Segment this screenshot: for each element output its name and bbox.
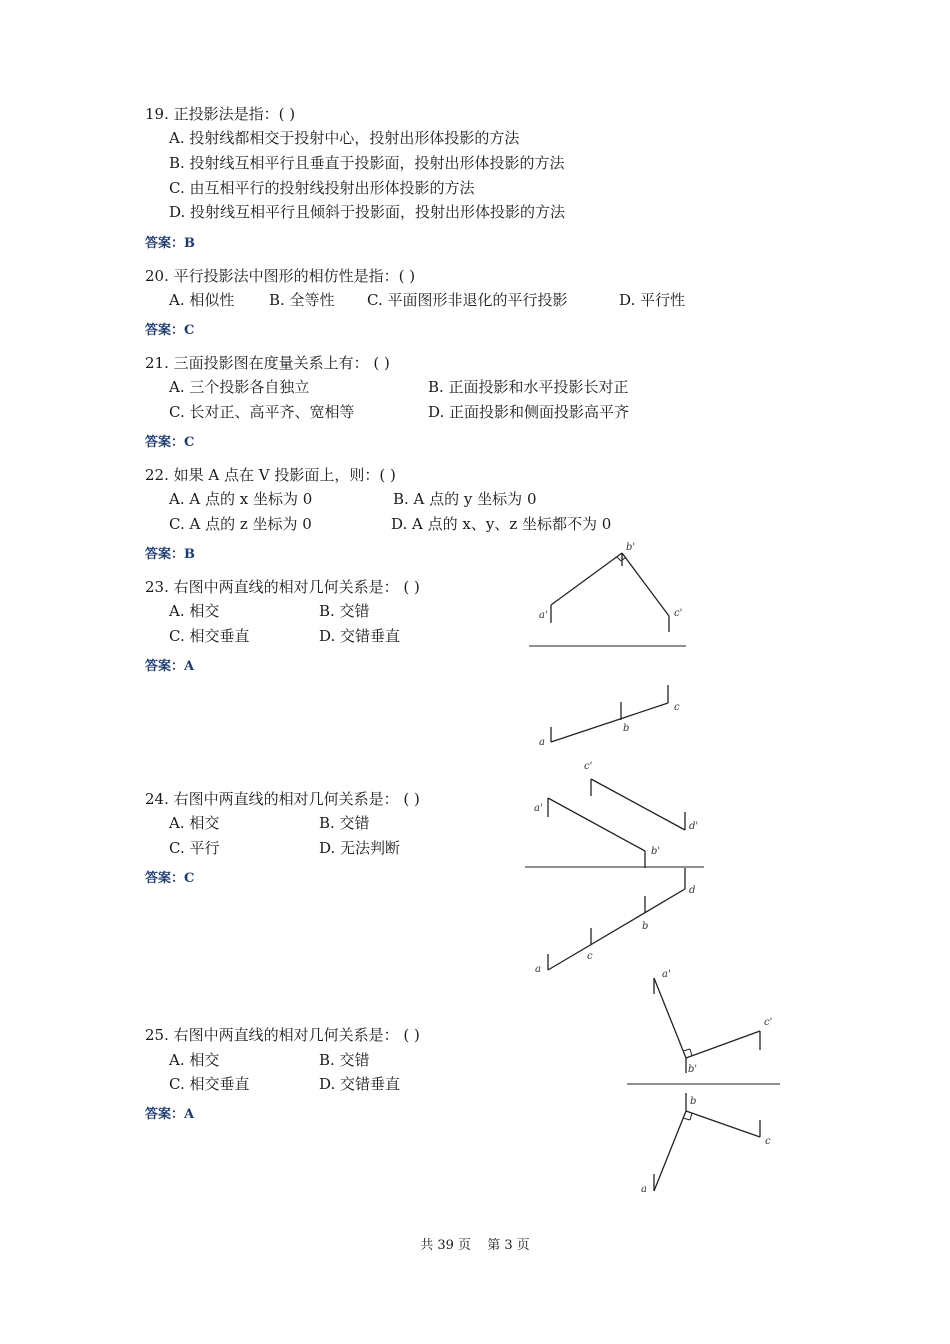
fig23-right-angle-mark xyxy=(617,557,621,561)
fig24-label-a: a xyxy=(535,964,541,975)
question-21-option-b: B. 正面投影和水平投影长对正 xyxy=(428,378,629,396)
answer-label: 答案： xyxy=(145,871,185,886)
figure-24-projection xyxy=(520,758,710,980)
question-19-option-b: B. 投射线互相平行且垂直于投影面，投射出形体投影的方法 xyxy=(169,154,565,172)
question-20-option-b: B. 全等性 xyxy=(269,291,335,309)
question-23-option-b: B. 交错 xyxy=(319,602,370,620)
fig24-label-b-prime: b' xyxy=(651,846,661,857)
question-25-option-c: C. 相交垂直 xyxy=(169,1075,250,1093)
answer-value: A xyxy=(184,1107,195,1122)
fig23-b-prime-c-prime-line xyxy=(622,553,669,616)
question-24-answer xyxy=(145,867,194,886)
page-current: 第 3 页 xyxy=(487,1238,530,1253)
question-23-option-d: D. 交错垂直 xyxy=(319,627,401,645)
fig25-right-angle-prime xyxy=(683,1049,690,1051)
question-21-option-d: D. 正面投影和侧面投影高平齐 xyxy=(428,403,630,421)
question-22-stem: 22. 如果 A 点在 V 投影面上，则：( ) xyxy=(145,466,396,484)
page-total: 共 39 页 xyxy=(420,1238,472,1253)
answer-label: 答案： xyxy=(145,659,185,674)
question-23-stem: 23. 右图中两直线的相对几何关系是： ( ) xyxy=(145,578,420,596)
fig23-label-a-prime: a' xyxy=(539,610,548,621)
question-21-option-c: C. 长对正、高平齐、宽相等 xyxy=(169,403,355,421)
question-19-stem: 19. 正投影法是指：( ) xyxy=(145,105,296,123)
answer-label: 答案： xyxy=(145,547,185,562)
fig25-label-c: c xyxy=(765,1136,771,1147)
question-21-answer xyxy=(145,431,194,450)
question-24-option-b: B. 交错 xyxy=(319,814,370,832)
question-20-stem: 20. 平行投影法中图形的相仿性是指：( ) xyxy=(145,267,416,285)
fig23-label-c: c xyxy=(674,702,680,713)
answer-value: B xyxy=(184,236,196,251)
fig24-label-d-prime: d' xyxy=(689,821,699,832)
question-20-option-d: D. 平行性 xyxy=(619,291,686,309)
fig24-c-prime-d-prime-line xyxy=(591,779,685,830)
answer-value: B xyxy=(184,547,196,562)
fig23-label-b-prime: b' xyxy=(626,542,636,553)
fig24-label-b: b xyxy=(642,921,649,932)
fig25-label-b-prime: b' xyxy=(688,1064,698,1075)
question-22-option-b: B. A 点的 y 坐标为 0 xyxy=(393,490,537,508)
question-22-option-d: D. A 点的 x、y、z 坐标都不为 0 xyxy=(391,515,612,533)
fig23-label-a: a xyxy=(539,737,545,748)
question-20-option-c: C. 平面图形非退化的平行投影 xyxy=(367,291,568,309)
question-20-option-a: A. 相似性 xyxy=(169,291,235,309)
question-23-option-a: A. 相交 xyxy=(169,602,220,620)
question-21-option-a: A. 三个投影各自独立 xyxy=(169,378,310,396)
fig25-right-angle-prime-2 xyxy=(690,1049,692,1056)
fig25-label-a: a xyxy=(641,1184,647,1195)
question-21-stem: 21. 三面投影图在度量关系上有： ( ) xyxy=(145,354,390,372)
answer-value: A xyxy=(184,659,195,674)
answer-value: C xyxy=(184,323,195,338)
question-19-option-d: D. 投射线互相平行且倾斜于投影面，投射出形体投影的方法 xyxy=(169,203,566,221)
answer-value: C xyxy=(184,871,195,886)
fig24-label-d: d xyxy=(689,885,696,896)
answer-label: 答案： xyxy=(145,236,185,251)
question-24-option-c: C. 平行 xyxy=(169,839,220,857)
question-25-option-a: A. 相交 xyxy=(169,1051,220,1069)
fig25-label-a-prime: a' xyxy=(662,969,671,980)
question-19-option-a: A. 投射线都相交于投射中心，投射出形体投影的方法 xyxy=(169,129,520,147)
fig23-a-prime-b-prime-line xyxy=(551,553,622,605)
question-22-option-c: C. A 点的 z 坐标为 0 xyxy=(169,515,312,533)
fig24-label-a-prime: a' xyxy=(534,803,543,814)
fig23-label-b: b xyxy=(623,723,630,734)
page-footer xyxy=(0,1234,950,1253)
question-23-option-c: C. 相交垂直 xyxy=(169,627,250,645)
question-25-stem: 25. 右图中两直线的相对几何关系是： ( ) xyxy=(145,1026,420,1044)
fig25-a-b-line xyxy=(654,1111,686,1191)
fig25-right-angle xyxy=(683,1118,690,1120)
question-24-stem: 24. 右图中两直线的相对几何关系是： ( ) xyxy=(145,790,420,808)
question-24-option-d: D. 无法判断 xyxy=(319,839,401,857)
question-25-option-d: D. 交错垂直 xyxy=(319,1075,401,1093)
fig24-a-prime-b-prime-line xyxy=(548,798,645,851)
figure-25-projection xyxy=(620,960,790,1200)
fig24-label-c: c xyxy=(587,951,593,962)
answer-label: 答案： xyxy=(145,1107,185,1122)
question-20-answer xyxy=(145,319,194,338)
question-19-answer xyxy=(145,232,195,251)
fig25-a-prime-b-prime-line xyxy=(654,978,686,1058)
fig23-a-c-line xyxy=(551,703,668,742)
question-25-answer xyxy=(145,1103,194,1122)
answer-value: C xyxy=(184,435,195,450)
question-23-answer xyxy=(145,655,194,674)
fig25-right-angle-2 xyxy=(690,1113,692,1120)
question-22-option-a: A. A 点的 x 坐标为 0 xyxy=(169,490,313,508)
figure-23-projection xyxy=(520,530,700,760)
fig25-label-c-prime: c' xyxy=(764,1017,773,1028)
question-19-option-c: C. 由互相平行的投射线投射出形体投影的方法 xyxy=(169,179,475,197)
answer-label: 答案： xyxy=(145,323,185,338)
fig25-b-prime-c-prime-line xyxy=(686,1031,760,1058)
question-24-option-a: A. 相交 xyxy=(169,814,220,832)
fig25-label-b: b xyxy=(690,1096,697,1107)
fig25-b-c-line xyxy=(686,1111,760,1137)
fig23-label-c-prime: c' xyxy=(674,608,683,619)
question-25-option-b: B. 交错 xyxy=(319,1051,370,1069)
answer-label: 答案： xyxy=(145,435,185,450)
fig24-a-d-line xyxy=(548,889,685,970)
fig24-label-c-prime: c' xyxy=(584,761,593,772)
question-22-answer xyxy=(145,543,195,562)
